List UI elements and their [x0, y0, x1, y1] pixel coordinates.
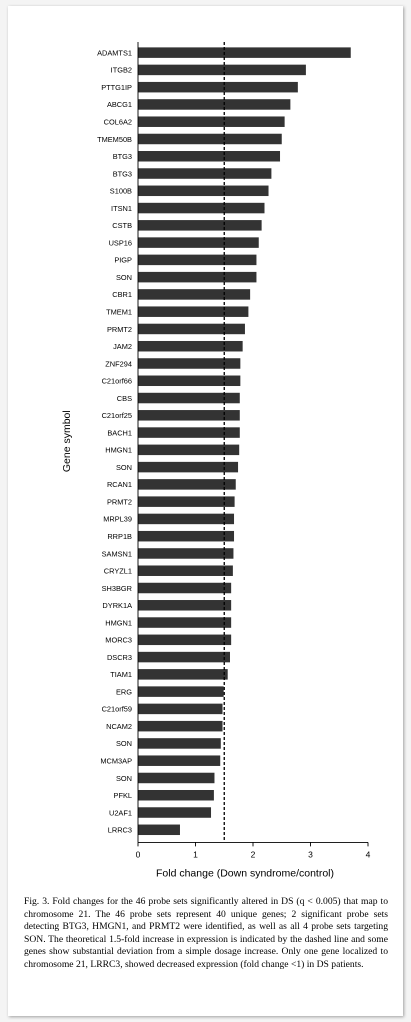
bar [138, 635, 231, 646]
bar [138, 825, 180, 836]
category-label: MRPL39 [103, 514, 132, 524]
category-label: BTG3 [112, 152, 132, 162]
bar [138, 738, 221, 749]
category-label: PRMT2 [106, 497, 132, 507]
category-label: S100B [109, 186, 132, 196]
bar [138, 116, 285, 127]
category-label: COL6A2 [103, 117, 132, 127]
bar [138, 134, 282, 145]
category-label: CRYZL1 [103, 566, 132, 576]
bar [138, 514, 234, 525]
category-label: PFKL [113, 791, 132, 801]
bar [138, 669, 228, 680]
bar [138, 65, 306, 76]
category-label: ZNF294 [105, 359, 132, 369]
category-label: BTG3 [112, 169, 132, 179]
bar [138, 496, 235, 507]
category-label: ADAMTS1 [97, 48, 132, 58]
x-tick-label: 3 [308, 849, 313, 860]
figure-panel [8, 6, 403, 1016]
x-axis-title: Fold change (Down syndrome/control) [156, 867, 334, 880]
bar [138, 82, 298, 93]
category-label: DYRK1A [102, 601, 132, 611]
category-label: DSCR3 [106, 652, 132, 662]
category-label: TMEM1 [106, 307, 132, 317]
bar [138, 755, 220, 766]
bar [138, 773, 214, 784]
category-label: ITSN1 [111, 203, 132, 213]
bar [138, 583, 231, 594]
category-label: PTTG1IP [101, 82, 132, 92]
bar [138, 272, 256, 283]
bar [138, 99, 290, 110]
bar [138, 341, 243, 352]
category-label: TIAM1 [110, 670, 132, 680]
category-label: MCM3AP [100, 756, 132, 766]
category-label: C21orf66 [101, 376, 132, 386]
category-label: PRMT2 [106, 324, 132, 334]
category-label: USP16 [108, 238, 132, 248]
bar [138, 686, 224, 697]
bar [138, 531, 234, 542]
category-label: C21orf59 [101, 704, 132, 714]
bar [138, 358, 240, 369]
bar [138, 652, 230, 663]
category-label: C21orf25 [101, 411, 132, 421]
bar [138, 220, 262, 231]
category-label: ERG [115, 687, 132, 697]
x-tick-label: 2 [250, 849, 256, 860]
category-label: SON [115, 462, 132, 472]
category-label: ITGB2 [110, 65, 132, 75]
category-label: NCAM2 [106, 721, 132, 731]
category-label: CBS [116, 393, 132, 403]
category-label: HMGN1 [105, 445, 132, 455]
category-label: LRRC3 [107, 825, 132, 835]
bar [138, 600, 231, 611]
bar [138, 807, 211, 818]
category-label: MORC3 [105, 635, 132, 645]
bar [138, 721, 223, 732]
bar [138, 324, 245, 335]
bar [138, 289, 250, 300]
category-label: SAMSN1 [101, 549, 132, 559]
bar [138, 617, 231, 628]
x-tick-label: 1 [193, 849, 198, 860]
category-label: U2AF1 [108, 808, 132, 818]
category-label: JAM2 [113, 342, 132, 352]
figure-caption: Fig. 3. Fold changes for the 46 probe sets significantly altered in DS (q < 0.005) that map to chromosome 21. The 46 probe sets represent 40 unique genes; 2 significant probe sets detecting BTG3, HMGN1, and PRMT2 were identified, as well as all 4 probe sets targeting SON. The theoretical 1.5-fold increase in expression is indicated by the dashed line and some genes show substantial deviation from a simple dosage increase. Only one gene localized to chromosome 21, LRRC3, showed decreased expression (fold change <1) in DS patients. [24, 896, 388, 970]
bar [138, 462, 238, 473]
x-tick-label: 4 [365, 849, 371, 860]
bar [138, 168, 271, 179]
category-label: BACH1 [107, 428, 132, 438]
category-label: SON [115, 739, 132, 749]
y-axis-title: Gene symbol [61, 410, 73, 473]
category-label: RCAN1 [106, 480, 132, 490]
category-label: TMEM50B [97, 134, 132, 144]
bar [138, 306, 248, 317]
category-label: CSTB [112, 221, 132, 231]
bar [138, 479, 236, 490]
bar [138, 704, 223, 715]
bar [138, 186, 269, 197]
category-label: CBR1 [112, 290, 132, 300]
category-label: HMGN1 [105, 618, 132, 628]
category-label: ABCG1 [106, 100, 132, 110]
category-label: RRP1B [107, 531, 132, 541]
fold-change-bar-chart [8, 6, 403, 886]
category-label: SH3BGR [101, 583, 132, 593]
bar [138, 565, 233, 576]
bar [138, 203, 265, 214]
category-label: SON [115, 773, 132, 783]
bar [138, 237, 259, 248]
bar [138, 151, 280, 162]
category-label: PIGP [114, 255, 132, 265]
category-label: SON [115, 272, 132, 282]
bar [138, 790, 214, 801]
x-tick-label: 0 [135, 849, 141, 860]
bar [138, 376, 240, 387]
bar [138, 548, 233, 559]
bar [138, 255, 256, 266]
bar [138, 47, 351, 58]
